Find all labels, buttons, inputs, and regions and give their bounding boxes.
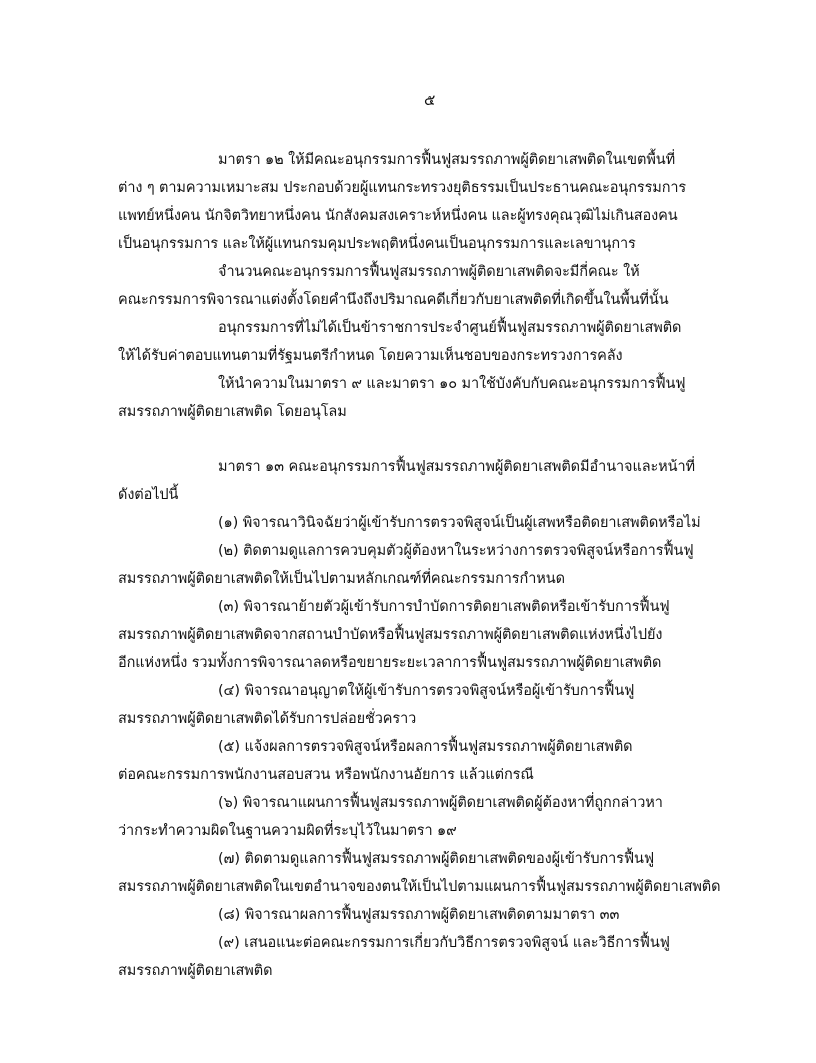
paragraph-line: สมรรถภาพผู้ติดยาเสพติดให้เป็นไปตามหลักเกณฑ์ที่คณะกรรมการกำหนด [118,571,565,587]
paragraph-line: สมรรถภาพผู้ติดยาเสพติดจากสถานบำบัดหรือฟื้นฟูสมรรถภาพผู้ติดยาเสพติดแห่งหนึ่งไปยัง [118,627,663,643]
paragraph-line: ดังต่อไปนี้ [118,487,179,503]
list-item-9: (๙) เสนอแนะต่อคณะกรรมการเกี่ยวกับวิธีการตรวจพิสูจน์ และวิธีการฟื้นฟู [218,935,670,951]
paragraph-line: เป็นอนุกรรมการ และให้ผู้แทนกรมคุมประพฤติหนึ่งคนเป็นอนุกรรมการและเลขานุการ [118,236,636,252]
list-item-4: (๔) พิจารณาอนุญาตให้ผู้เข้ารับการตรวจพิสูจน์หรือผู้เข้ารับการฟื้นฟู [218,683,635,699]
list-item-6: (๖) พิจารณาแผนการฟื้นฟูสมรรถภาพผู้ติดยาเสพติดผู้ต้องหาที่ถูกกล่าวหา [218,795,663,811]
paragraph-line: สมรรถภาพผู้ติดยาเสพติด โดยอนุโลม [118,404,347,420]
paragraph-line: อีกแห่งหนึ่ง รวมทั้งการพิจารณาลดหรือขยายระยะเวลาการฟื้นฟูสมรรถภาพผู้ติดยาเสพติด [118,655,662,671]
paragraph-line: คณะกรรมการพิจารณาแต่งตั้งโดยคำนึงถึงปริมาณคดีเกี่ยวกับยาเสพติดที่เกิดขึ้นในพื้นที่นั้น [118,292,669,308]
paragraph-line: อนุกรรมการที่ไม่ได้เป็นข้าราชการประจำศูนย์ฟื้นฟูสมรรถภาพผู้ติดยาเสพติด [218,320,682,336]
paragraph-line: ต่าง ๆ ตามความเหมาะสม ประกอบด้วยผู้แทนกระทรวงยุติธรรมเป็นประธานคณะอนุกรรมการ [118,180,687,196]
paragraph-line: ให้ได้รับค่าตอบแทนตามที่รัฐมนตรีกำหนด โดยความเห็นชอบของกระทรวงการคลัง [118,348,623,364]
paragraph-line: สมรรถภาพผู้ติดยาเสพติดในเขตอำนาจของตนให้เป็นไปตามแผนการฟื้นฟูสมรรถภาพผู้ติดยาเสพติด [118,879,721,895]
list-item-5: (๕) แจ้งผลการตรวจพิสูจน์หรือผลการฟื้นฟูสมรรถภาพผู้ติดยาเสพติด [218,739,633,755]
paragraph-line: สมรรถภาพผู้ติดยาเสพติด [118,963,273,979]
list-item-7: (๗) ติดตามดูแลการฟื้นฟูสมรรถภาพผู้ติดยาเสพติดของผู้เข้ารับการฟื้นฟู [218,851,655,867]
paragraph-line: ว่ากระทำความผิดในฐานความผิดที่ระบุไว้ในมาตรา ๑๙ [118,823,457,839]
paragraph-line: จำนวนคณะอนุกรรมการฟื้นฟูสมรรถภาพผู้ติดยาเสพติดจะมีกี่คณะ ให้ [218,264,640,280]
paragraph-line: ต่อคณะกรรมการพนักงานสอบสวน หรือพนักงานอัยการ แล้วแต่กรณี [118,767,534,783]
section-12-heading-line: มาตรา ๑๒ ให้มีคณะอนุกรรมการฟื้นฟูสมรรถภาพผู้ติดยาเสพติดในเขตพื้นที่ [218,152,676,168]
list-item-2: (๒) ติดตามดูแลการควบคุมตัวผู้ต้องหาในระหว่างการตรวจพิสูจน์หรือการฟื้นฟู [218,543,694,559]
list-item-1: (๑) พิจารณาวินิจฉัยว่าผู้เข้ารับการตรวจพิสูจน์เป็นผู้เสพหรือติดยาเสพติดหรือไม่ [218,515,701,531]
list-item-3: (๓) พิจารณาย้ายตัวผู้เข้ารับการบำบัดการติดยาเสพติดหรือเข้ารับการฟื้นฟู [218,599,670,615]
paragraph-line: แพทย์หนึ่งคน นักจิตวิทยาหนึ่งคน นักสังคมสงเคราะห์หนึ่งคน และผู้ทรงคุณวุฒิไม่เกินสองคน [118,208,678,224]
list-item-8: (๘) พิจารณาผลการฟื้นฟูสมรรถภาพผู้ติดยาเสพติดตามมาตรา ๓๓ [218,907,620,923]
section-13-heading-line: มาตรา ๑๓ คณะอนุกรรมการฟื้นฟูสมรรถภาพผู้ติดยาเสพติดมีอำนาจและหน้าที่ [218,459,695,475]
page-number: ๕ [424,91,436,109]
paragraph-line: สมรรถภาพผู้ติดยาเสพติดได้รับการปล่อยชั่วคราว [118,711,417,727]
paragraph-line: ให้นำความในมาตรา ๙ และมาตรา ๑๐ มาใช้บังคับกับคณะอนุกรรมการฟื้นฟู [218,376,686,392]
